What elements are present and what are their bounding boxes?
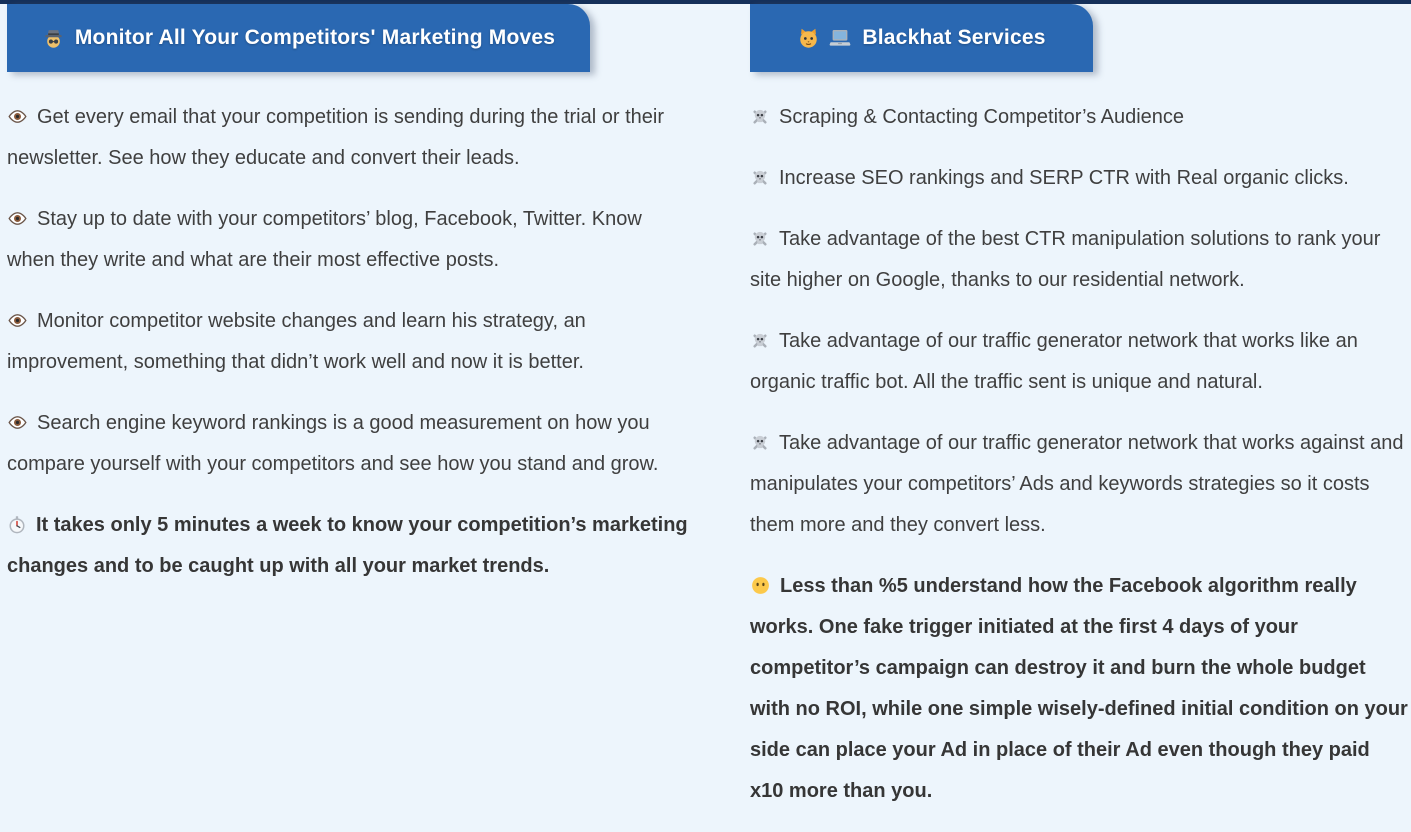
- feature-text: Search engine keyword rankings is a good measurement on how you compare yourself with your competitors and see how you stand and grow.: [7, 412, 659, 475]
- eye-icon: [7, 208, 28, 229]
- panel-header-monitoring: [7, 4, 590, 72]
- eye-icon: [7, 412, 28, 433]
- eye-icon: [7, 310, 28, 331]
- service-item: [750, 219, 1408, 301]
- service-text: Increase SEO rankings and SERP CTR with Real organic clicks.: [779, 167, 1349, 189]
- feature-text: Stay up to date with your competitors’ blog, Facebook, Twitter. Know when they write and what are their most effective posts.: [7, 208, 642, 271]
- cat-icon: [797, 27, 820, 50]
- service-item: [750, 158, 1408, 199]
- service-item: [750, 97, 1408, 138]
- face-no-mouth-icon: [750, 575, 771, 596]
- feature-item: [7, 301, 695, 383]
- panel-header-blackhat: [750, 4, 1093, 72]
- feature-item: [7, 199, 695, 281]
- panel-title-blackhat: Blackhat Services: [862, 26, 1046, 49]
- skull-crossbones-icon: [750, 331, 770, 351]
- service-text: Take advantage of our traffic generator network that works against and manipulates your competitors’ Ads and keywords strategies so it costs them more and they convert less.: [750, 432, 1404, 536]
- service-text: Take advantage of our traffic generator network that works like an organic traffic bot. All the traffic sent is unique and natural.: [750, 330, 1358, 393]
- skull-crossbones-icon: [750, 433, 770, 453]
- panel-title-monitoring: Monitor All Your Competitors' Marketing Moves: [74, 26, 556, 49]
- panel-blackhat-services: [750, 4, 1408, 832]
- service-item: [750, 423, 1408, 546]
- skull-crossbones-icon: [750, 229, 770, 249]
- skull-crossbones-icon: [750, 168, 770, 188]
- service-item: [750, 321, 1408, 403]
- service-text: Scraping & Contacting Competitor’s Audience: [779, 106, 1185, 128]
- laptop-icon: [828, 26, 852, 50]
- highlight-text: It takes only 5 minutes a week to know your competition’s marketing changes and to be caught up with all your market trends.: [7, 514, 688, 577]
- timer-clock-icon: [7, 515, 27, 535]
- service-text: Take advantage of the best CTR manipulation solutions to rank your site higher on Google, thanks to our residential network.: [750, 228, 1381, 291]
- highlight-item: [7, 505, 695, 587]
- highlight-item: [750, 566, 1408, 812]
- feature-text: Monitor competitor website changes and learn his strategy, an improvement, something that didn’t work well and now it is better.: [7, 310, 586, 373]
- feature-item: [7, 403, 695, 485]
- highlight-text: Less than %5 understand how the Facebook algorithm really works. One fake trigger initiated at the first 4 days of your competitor’s campaign can destroy it and burn the whole budget with no ROI, while one simple wisely-defined initial condition on your side can place your Ad in place of their Ad even though they paid x10 more than you.: [750, 575, 1408, 802]
- feature-item: [7, 97, 695, 179]
- eye-icon: [7, 106, 28, 127]
- skull-crossbones-icon: [750, 107, 770, 127]
- feature-text: Get every email that your competition is sending during the trial or their newsletter. See how they educate and convert their leads.: [7, 106, 664, 169]
- detective-icon: [42, 27, 65, 50]
- panel-competitor-monitoring: [7, 4, 695, 607]
